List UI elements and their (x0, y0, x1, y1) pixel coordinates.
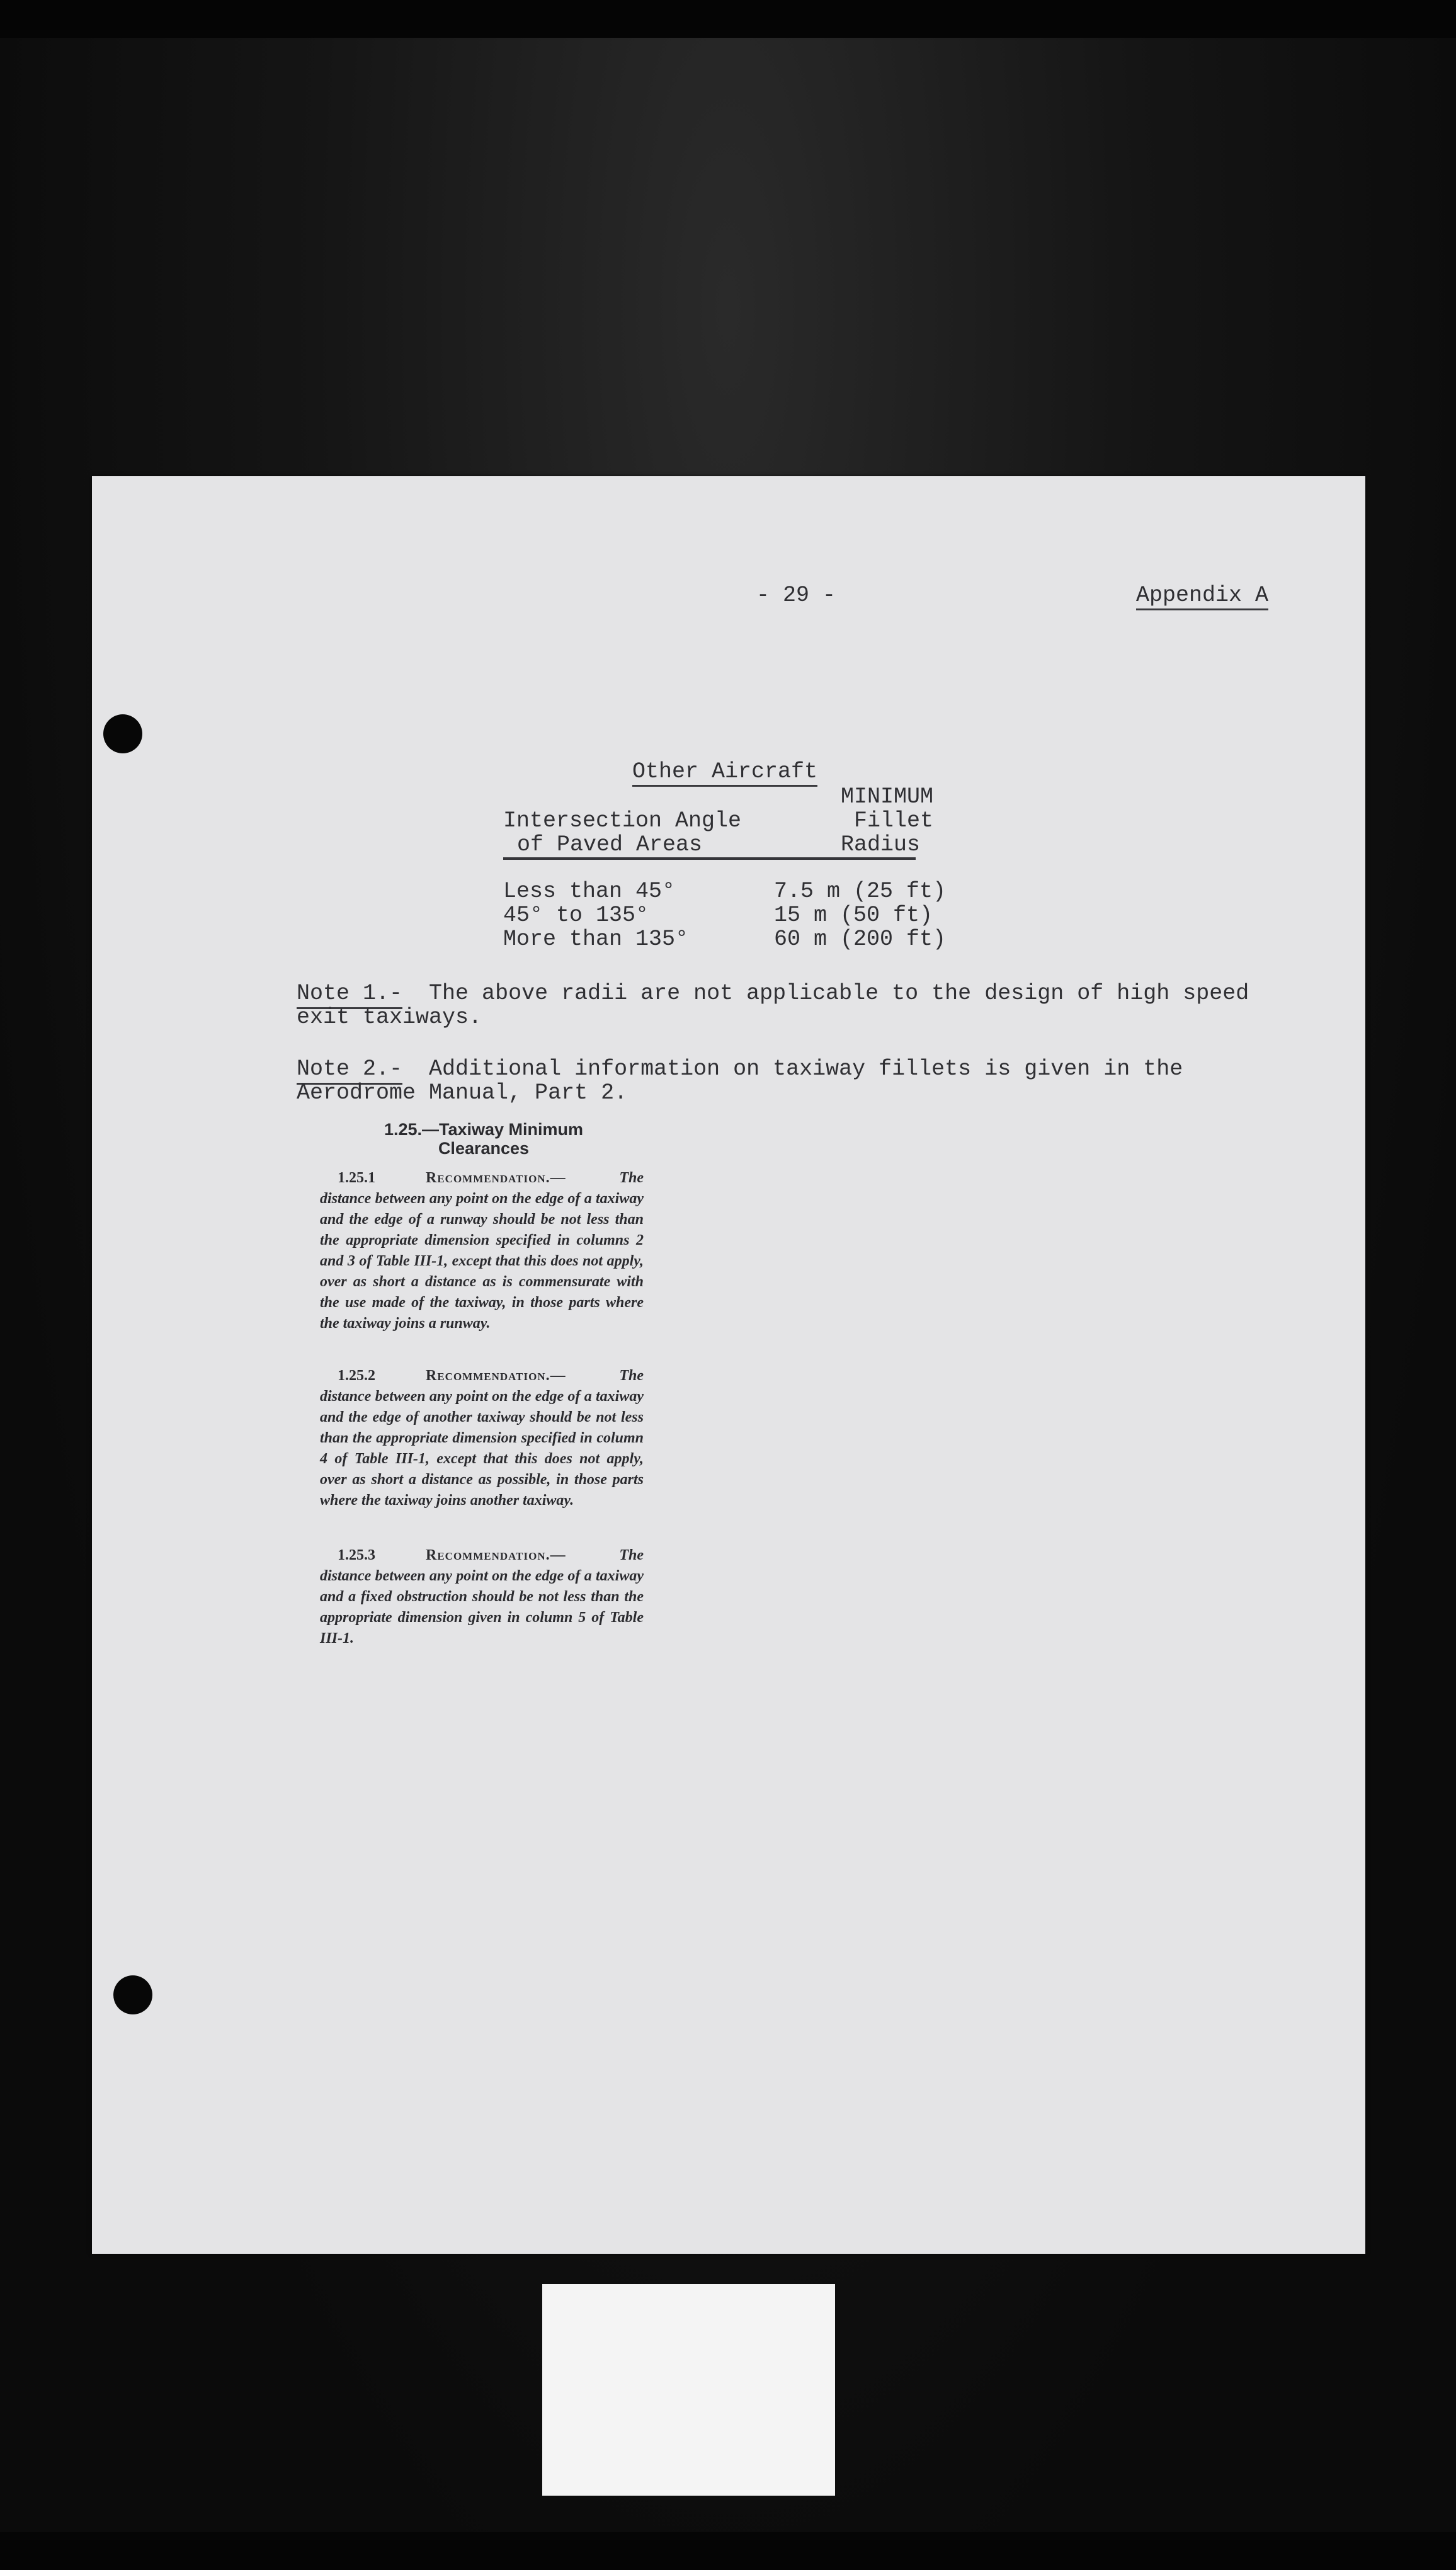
recommendation-label: Recommendation.— (426, 1547, 566, 1563)
col2-header-line1: MINIMUM (841, 784, 934, 809)
document-page (92, 476, 1365, 2254)
note-1-line1 (297, 981, 1249, 1005)
note-1-text: The above radii are not applicable to the design of high speed (429, 981, 1249, 1006)
note-1-line2: exit taxiways. (297, 1005, 482, 1030)
paragraph-text: The distance between any point on the edge of a taxiway and the edge of another taxiway should be not less than the appropriate dimension specified in column 4 of Table III-1, except that this does not apply, over as short a distance as possible, in those parts where the taxiway joins another taxiway. (320, 1368, 644, 1509)
table-row-radius-2: 15 m (50 ft) (774, 903, 933, 928)
paragraph-text: The distance between any point on the edge of a taxiway and a fixed obstruction should be not less than the appropriate dimension given in column 5 of Table III-1. (320, 1547, 644, 1647)
section-heading-line1: 1.25.—Taxiway Minimum (384, 1120, 584, 1139)
paragraph-number: 1.25.3 (338, 1547, 375, 1563)
punch-hole-top (103, 714, 142, 753)
col2-header-line3: Radius (841, 832, 921, 857)
blank-slip (542, 2284, 835, 2496)
appendix-label: Appendix A (1136, 583, 1268, 610)
paragraph-number: 1.25.1 (338, 1170, 375, 1186)
table-row-angle-1: Less than 45° (503, 879, 676, 904)
film-edge-top (0, 0, 1456, 38)
col2-header-line2: Fillet (854, 808, 934, 833)
note-2-label: Note 2.- (297, 1056, 402, 1085)
recommendation-label: Recommendation.— (426, 1170, 566, 1186)
recommendation-label: Recommendation.— (426, 1368, 566, 1384)
table-row-radius-3: 60 m (200 ft) (774, 927, 947, 952)
col1-header-line2: of Paved Areas (517, 832, 703, 857)
paragraph-1-25-1 (320, 1168, 644, 1334)
paragraph-1-25-3 (320, 1545, 644, 1649)
film-edge-bottom (0, 2532, 1456, 2570)
section-heading-line2: Clearances (438, 1139, 530, 1158)
table-row-angle-2: 45° to 135° (503, 903, 649, 928)
table-title: Other Aircraft (632, 760, 817, 787)
note-1-label: Note 1.- (297, 981, 402, 1009)
note-2-text: Additional information on taxiway fillets is given in the (429, 1056, 1183, 1082)
table-row-angle-3: More than 135° (503, 927, 689, 952)
paragraph-text: The distance between any point on the edge of a taxiway and the edge of a runway should be not less than the appropriate dimension specified in columns 2 and 3 of Table III-1, except that this does not apply, over as short a distance as is commensurate with the use made of the taxiway, in those parts where the taxiway joins a runway. (320, 1170, 644, 1332)
note-2-line1 (297, 1057, 1183, 1081)
paragraph-number: 1.25.2 (338, 1368, 375, 1384)
section-heading (320, 1120, 647, 1158)
punch-hole-bottom (113, 1975, 152, 2014)
page-number: - 29 - (756, 583, 836, 608)
paragraph-1-25-2 (320, 1366, 644, 1511)
table-row-radius-1: 7.5 m (25 ft) (774, 879, 947, 904)
note-2-line2: Aerodrome Manual, Part 2. (297, 1080, 628, 1105)
table-header-rule (503, 857, 916, 860)
col1-header-line1: Intersection Angle (503, 808, 742, 833)
